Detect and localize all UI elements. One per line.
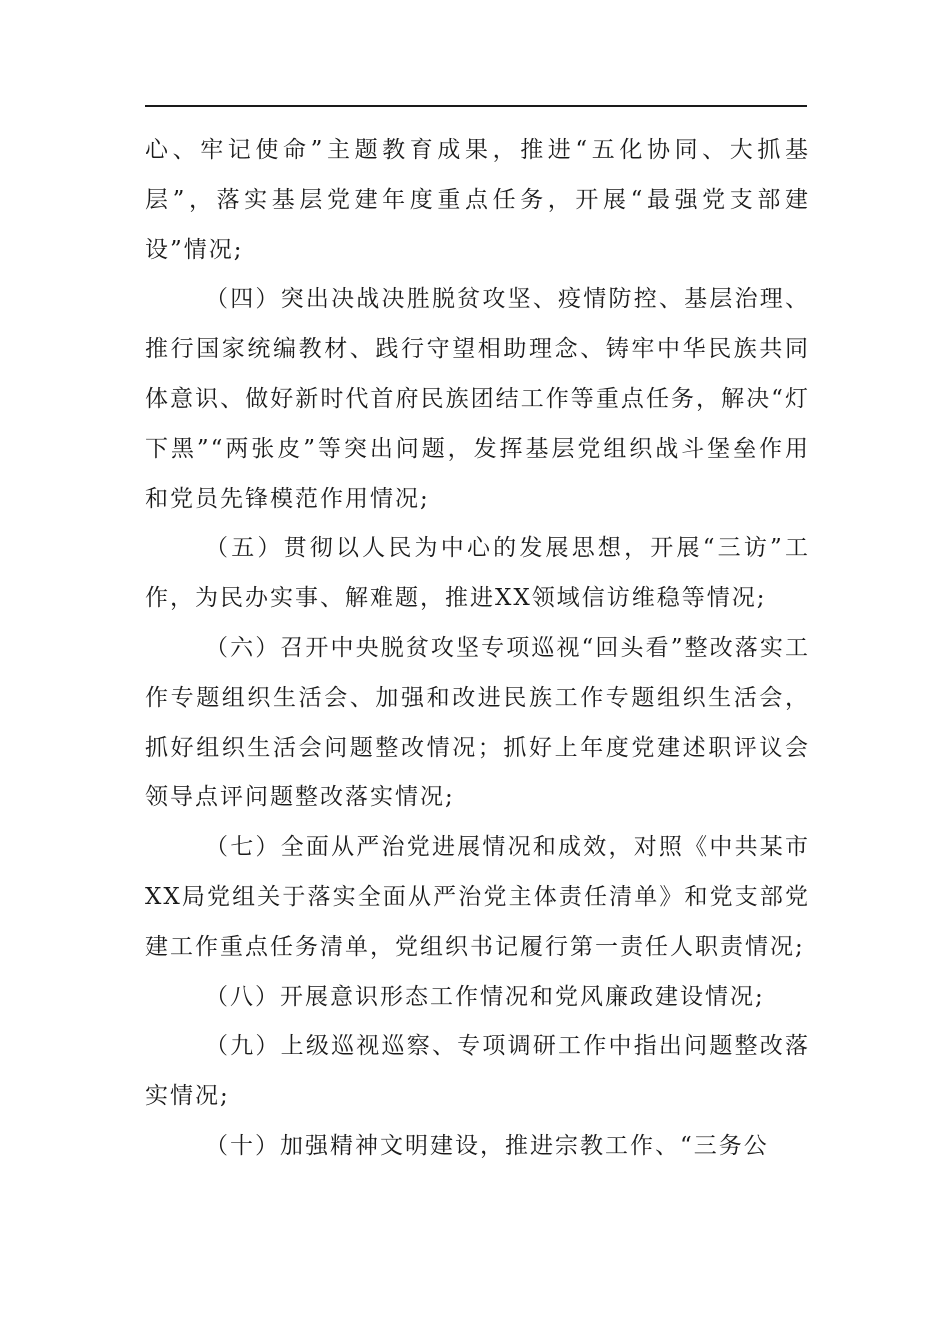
paragraph-item-9: （九）上级巡视巡察、专项调研工作中指出问题整改落实情况;: [145, 1033, 810, 1110]
paragraph-continuation: 心、牢记使命”主题教育成果，推进“五化协同、大抓基层”，落实基层党建年度重点任务，开展“最强党支部建设”情况;: [145, 137, 810, 263]
paragraph-item-5: （五）贯彻以人民为中心的发展思想，开展“三访”工作，为民办实事、解难题，推进XX领域信访维稳等情况;: [145, 535, 810, 612]
paragraph-item-4: （四）突出决战决胜脱贫攻坚、疫情防控、基层治理、推行国家统编教材、践行守望相助理念、铸牢中华民族共同体意识、做好新时代首府民族团结工作等重点任务，解决“灯下黑”“两张皮”等突出问题，发挥基层党组织战斗堡垒作用和党员先锋模范作用情况;: [145, 286, 810, 512]
header-rule: [145, 105, 807, 107]
paragraph-item-10: （十）加强精神文明建设，推进宗教工作、“三务公: [205, 1132, 769, 1159]
paragraph-item-6: （六）召开中央脱贫攻坚专项巡视“回头看”整改落实工作专题组织生活会、加强和改进民族工作专题组织生活会，抓好组织生活会问题整改情况；抓好上年度党建述职评议会领导点评问题整改落实情况;: [145, 634, 810, 811]
paragraph-item-7: （七）全面从严治党进展情况和成效，对照《中共某市XX局党组关于落实全面从严治党主体责任清单》和党支部党建工作重点任务清单，党组织书记履行第一责任人职责情况;: [145, 834, 810, 960]
document-body: [145, 126, 810, 1172]
paragraph-item-8: （八）开展意识形态工作情况和党风廉政建设情况;: [205, 983, 765, 1010]
